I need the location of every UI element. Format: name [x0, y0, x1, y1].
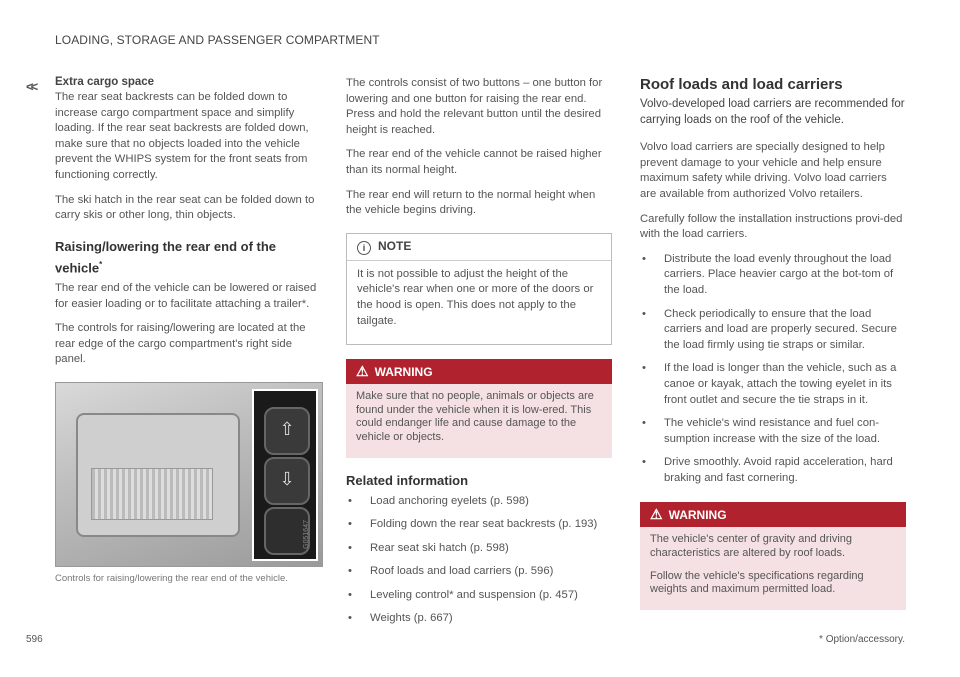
- page-number: 596: [26, 634, 43, 645]
- controls-text-1: The controls consist of two buttons – one button for lowering and one button for raising the rear end. Press and hold the relevant button until the desired height is reached.: [346, 77, 603, 136]
- controls-text-3: The rear end will return to the normal height when the vehicle begins driving.: [346, 188, 596, 217]
- extra-cargo-text-1: The rear seat backrests can be folded down to increase cargo compartment space and simplify loading. If the rear seat backrests are folded down, make sure that no objects loaded into the vehicle prevent the WHIPS system for the front seats from functioning correctly.: [55, 91, 309, 181]
- raise-lower-text-2: The controls for raising/lowering are located at the rear edge of the cargo compartment's right side panel.: [55, 322, 306, 366]
- related-link[interactable]: • Weights (p. 667): [346, 611, 612, 627]
- raise-lower-heading: Raising/lowering the rear end of the vehicle*: [55, 238, 277, 276]
- list-item: • Check periodically to ensure that the load carriers and load are properly secured. Secure the load firmly using tie straps or similar.: [640, 307, 906, 354]
- list-item: • Drive smoothly. Avoid rapid acceleration, hard braking and fast cornering.: [640, 455, 906, 486]
- extra-cargo-text-2: The ski hatch in the rear seat can be folded down to carry skis or other long, thin objects.: [55, 193, 315, 222]
- controls-inset: [252, 389, 318, 561]
- roof-loads-heading: Roof loads and load carriers: [640, 76, 843, 93]
- note-box: [346, 233, 612, 345]
- list-item: • Distribute the load evenly throughout the load carriers. Place heavier cargo at the bot-tom of the load.: [640, 252, 906, 299]
- note-header: i NOTE: [347, 234, 611, 261]
- related-info-heading: Related information: [346, 472, 469, 488]
- raise-button-icon: ⇧: [264, 407, 310, 455]
- related-link[interactable]: • Roof loads and load carriers (p. 596): [346, 564, 612, 580]
- extra-cargo-heading: Extra cargo space: [55, 76, 155, 88]
- related-link[interactable]: • Load anchoring eyelets (p. 598): [346, 494, 612, 510]
- roof-loads-list: [640, 252, 906, 487]
- related-info-list: [346, 494, 612, 628]
- raise-lower-controls-figure: [55, 382, 323, 567]
- related-link[interactable]: • Leveling control* and suspension (p. 457): [346, 588, 612, 604]
- warning-box-1: [346, 359, 612, 457]
- roof-loads-text-2: Carefully follow the installation instructions provi-ded with the load carriers.: [640, 212, 903, 241]
- roof-loads-text-1: Volvo load carriers are specially designed to help prevent damage to your vehicle and help ensure maximum safety while driving. Volvo load carriers are available from authorized Volvo retailers.: [640, 141, 887, 200]
- list-item: • If the load is longer than the vehicle, such as a canoe or kayak, attach the towing eyelet in its front outlet and secure the tie straps in it.: [640, 361, 906, 408]
- warning-header-1: ⚠ WARNING: [346, 359, 612, 384]
- info-icon: i: [357, 241, 371, 255]
- column-3: [640, 76, 906, 622]
- option-asterisk: *: [99, 259, 103, 269]
- list-item: • The vehicle's wind resistance and fuel con-sumption increase with the size of the load.: [640, 416, 906, 447]
- controls-text-2: The rear end of the vehicle cannot be raised higher than its normal height.: [346, 148, 602, 176]
- warning-text-2b: Follow the vehicle's specifications regarding weights and maximum permitted load.: [650, 569, 864, 596]
- page-header: LOADING, STORAGE AND PASSENGER COMPARTMENT: [55, 33, 380, 47]
- footnote: * Option/accessory.: [819, 634, 905, 645]
- column-2: [346, 76, 612, 635]
- raise-lower-text-1: The rear end of the vehicle can be lowered or raised for easier loading or to facilitate attaching a trailer*.: [55, 282, 317, 310]
- warning-box-2: [640, 502, 906, 609]
- lower-button-icon: ⇩: [264, 457, 310, 505]
- warning-icon: ⚠: [356, 363, 369, 380]
- warning-text-1: Make sure that no people, animals or objects are found under the vehicle when it is low-ered. This could endanger life and cause damage to the vehicle or objects.: [356, 390, 594, 443]
- warning-text-2a: The vehicle's center of gravity and driving characteristics are altered by roof loads.: [650, 533, 853, 560]
- speaker-grille-illustration: [91, 468, 213, 520]
- note-text: It is not possible to adjust the height of the vehicle's rear when one or more of the doors or the hood is open. This does not apply to the tailgate.: [357, 267, 594, 327]
- warning-icon: ⚠: [650, 506, 663, 523]
- figure-caption: Controls for raising/lowering the rear end of the vehicle.: [55, 573, 288, 585]
- related-link[interactable]: • Rear seat ski hatch (p. 598): [346, 541, 612, 557]
- figure-code: G051647: [303, 520, 310, 550]
- related-link[interactable]: • Folding down the rear seat backrests (p. 193): [346, 517, 612, 533]
- roof-loads-lead: Volvo-developed load carriers are recommended for carrying loads on the roof of the vehicle.: [640, 98, 905, 126]
- column-1: [55, 76, 323, 584]
- warning-header-2: ⚠ WARNING: [640, 502, 906, 527]
- continuation-arrow-icon: <<: [26, 79, 36, 94]
